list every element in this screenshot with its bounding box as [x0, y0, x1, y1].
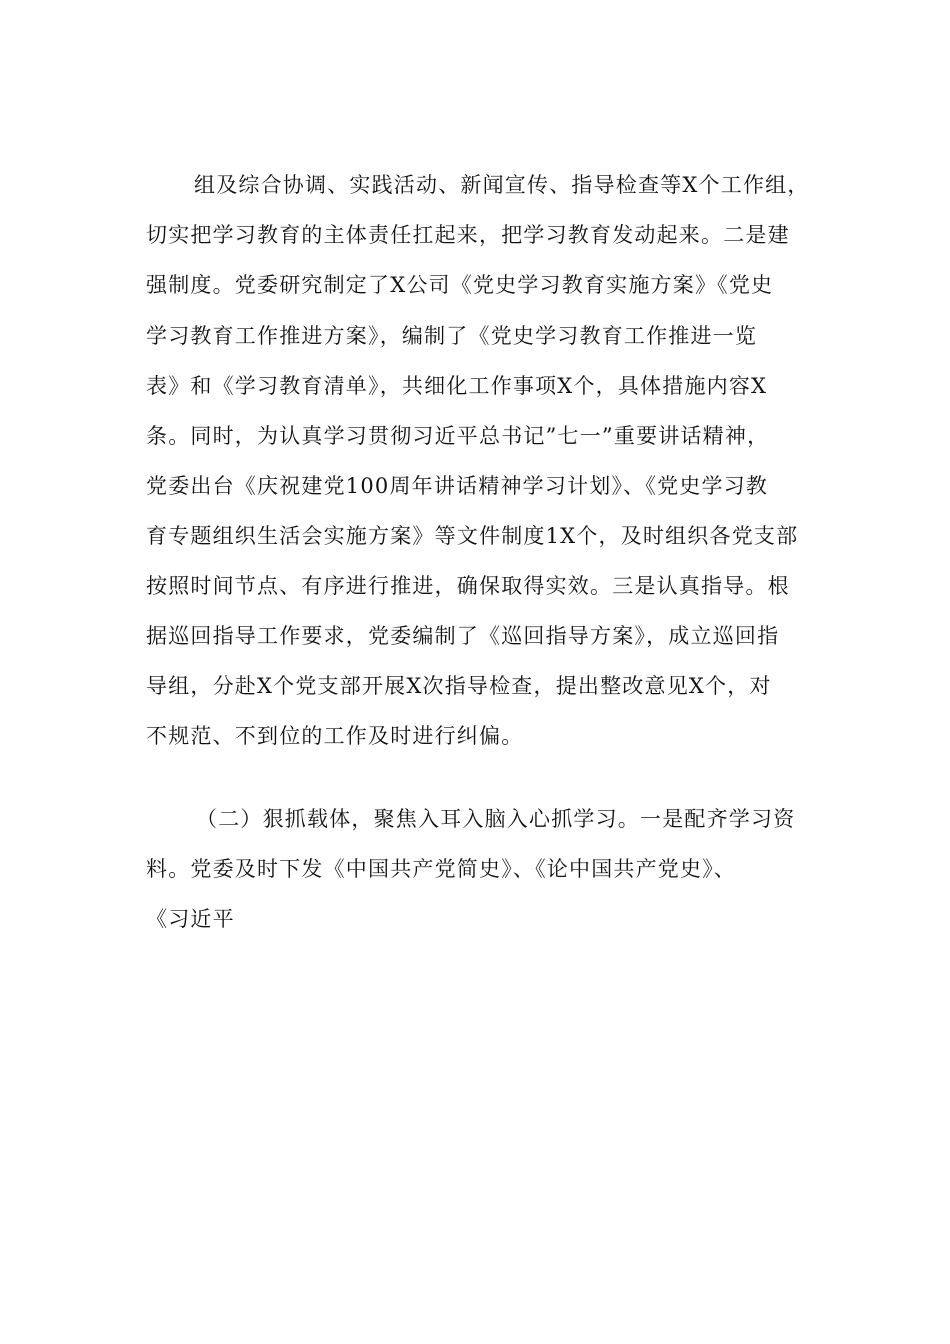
paragraph-1-line-4: 学习教育工作推进方案》，编制了《党史学习教育工作推进一览: [146, 324, 758, 348]
paragraph-1-line-8: 育专题组织生活会实施方案》等文件制度1X个，及时组织各党支部: [146, 524, 799, 548]
paragraph-1-line-2: 切实把学习教育的主体责任扛起来，把学习教育发动起来。二是建: [146, 223, 790, 247]
paragraph-1-line-3: 强制度。党委研究制定了X公司《党史学习教育实施方案》《党史: [146, 273, 774, 297]
paragraph-2-line-2: 料。党委及时下发《中国共产党简史》、《论中国共产党史》、: [146, 857, 737, 881]
paragraph-1-line-7: 党委出台《庆祝建党100周年讲话精神学习计划》、《党史学习教: [146, 474, 769, 498]
paragraph-1-line-11: 导组，分赴X个党支部开展X次指导检查，提出整改意见X个，对: [146, 674, 772, 698]
paragraph-1-line-6: 条。同时，为认真学习贯彻习近平总书记”七一”重要讲话精神，: [146, 424, 770, 448]
paragraph-1-line-10: 据巡回指导工作要求，党委编制了《巡回指导方案》，成立巡回指: [146, 624, 780, 648]
paragraph-2-line-3: 《习近平: [146, 907, 235, 931]
paragraph-1-line-5: 表》和《学习教育清单》，共细化工作事项X个，具体措施内容X: [146, 374, 768, 398]
paragraph-2-line-1: （二）狠抓载体，聚焦入耳入脑入心抓学习。一是配齐学习资: [196, 807, 796, 831]
paragraph-1-line-9: 按照时间节点、有序进行推进，确保取得实效。三是认真指导。根: [146, 574, 790, 598]
paragraph-1-line-12: 不规范、不到位的工作及时进行纠偏。: [146, 724, 524, 748]
paragraph-1-line-1: 组及综合协调、实践活动、新闻宣传、指导检查等X个工作组，: [194, 173, 810, 197]
